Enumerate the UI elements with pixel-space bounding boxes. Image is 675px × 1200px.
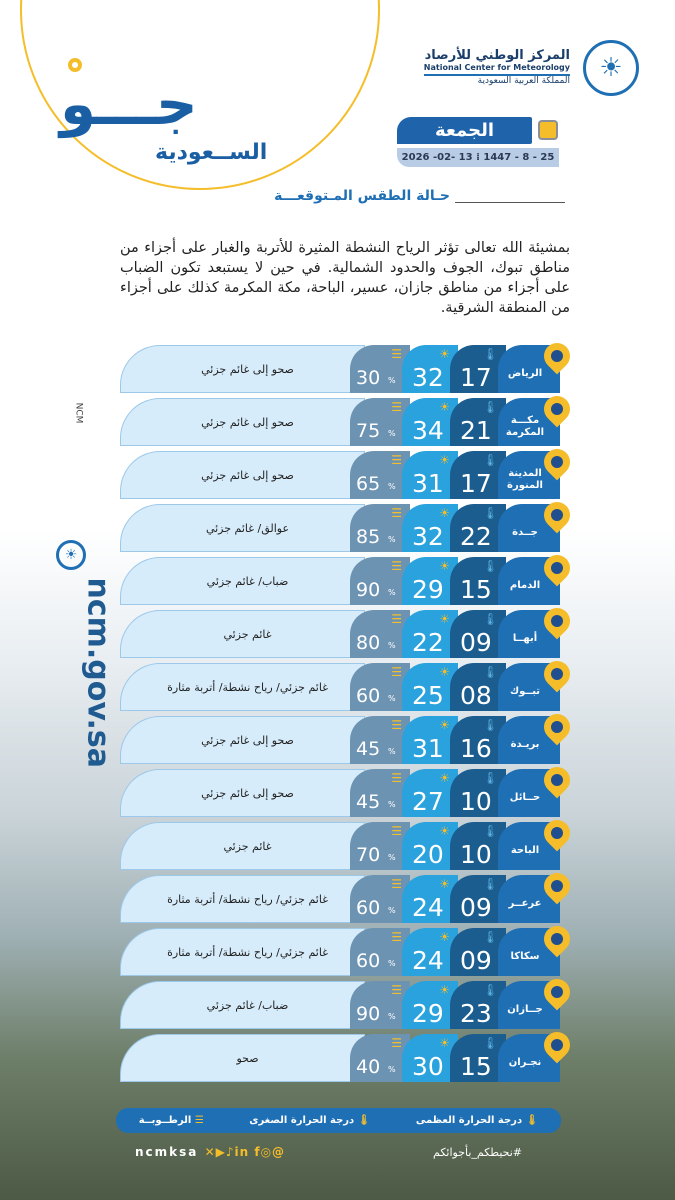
city-row <box>120 981 572 1029</box>
city-name: الدمام <box>498 557 560 605</box>
humidity-cell <box>350 875 410 923</box>
date-line: 2026 -02- 13 ⁞ 1447 - 8 - 25 <box>397 148 559 167</box>
percent-sign: % <box>388 429 396 438</box>
min-temp-value: 09 <box>460 946 492 975</box>
humidity-icon: ☰ <box>391 612 402 626</box>
percent-sign: % <box>388 1012 396 1021</box>
sun-thermometer-icon: ☀ <box>439 347 450 361</box>
thermometer-icon: 🌡 <box>482 877 498 891</box>
humidity-icon: ☰ <box>391 1036 402 1050</box>
max-temp-value: 24 <box>412 893 444 922</box>
city-name: أبهــا <box>498 610 560 658</box>
legend-max: 🌡 درجة الحرارة العظمى <box>415 1115 539 1126</box>
humidity-cell <box>350 610 410 658</box>
percent-sign: % <box>388 376 396 385</box>
humidity-value: 80 <box>356 632 381 654</box>
min-temp-value: 23 <box>460 999 492 1028</box>
thermometer-icon: 🌡 <box>482 718 498 732</box>
min-temp-value: 17 <box>460 363 492 392</box>
humidity-icon: ☰ <box>391 771 402 785</box>
city-row <box>120 557 572 605</box>
thermometer-icon: 🌡 <box>482 983 498 997</box>
city-name: حــائل <box>498 769 560 817</box>
min-temp-value: 17 <box>460 469 492 498</box>
humidity-icon: ☰ <box>391 506 402 520</box>
city-row <box>120 504 572 552</box>
section-title: حـالة الطقس المـتوقعـــة <box>274 188 450 204</box>
weather-description: صحو إلى غائم جزئي <box>120 345 365 393</box>
humidity-cell <box>350 663 410 711</box>
weather-description: غائم جزئي/ رياح نشطة/ أتربة مثارة <box>120 875 365 923</box>
min-temp-value: 08 <box>460 681 492 710</box>
title-divider <box>455 202 565 203</box>
thermometer-icon: 🌡 <box>482 506 498 520</box>
city-name: مكـــة المكرمة <box>498 398 560 446</box>
org-name-ar: المركز الوطني للأرصاد <box>424 48 570 63</box>
thermometer-icon: 🌡 <box>482 930 498 944</box>
weather-description: صحو إلى غائم جزئي <box>120 716 365 764</box>
min-temp-value: 16 <box>460 734 492 763</box>
humidity-value: 90 <box>356 1003 381 1025</box>
sun-thermometer-icon: ☀ <box>439 612 450 626</box>
weather-description: غائم جزئي <box>120 610 365 658</box>
city-name: الباحة <box>498 822 560 870</box>
sun-thermometer-icon: ☀ <box>439 983 450 997</box>
humidity-cell <box>350 769 410 817</box>
max-temp-value: 22 <box>412 628 444 657</box>
humidity-cell <box>350 345 410 393</box>
sun-thermometer-icon: ☀ <box>439 771 450 785</box>
weather-description: غائم جزئي/ رياح نشطة/ أتربة مثارة <box>120 663 365 711</box>
max-temp-value: 29 <box>412 999 444 1028</box>
day-label: الجمعة <box>397 117 532 144</box>
hijri-date: 1447 - 8 - 25 <box>483 152 555 163</box>
thermometer-icon: 🌡 <box>482 453 498 467</box>
ncm-header <box>424 48 570 86</box>
max-temp-value: 25 <box>412 681 444 710</box>
logo-jaw: جـــو <box>60 70 198 138</box>
city-row <box>120 663 572 711</box>
side-tag: NCM <box>73 402 84 424</box>
thermometer-icon: 🌡 <box>482 559 498 573</box>
weather-description: ضباب/ غائم جزئي <box>120 981 365 1029</box>
weather-description: صحو إلى غائم جزئي <box>120 769 365 817</box>
humidity-cell <box>350 981 410 1029</box>
city-row <box>120 716 572 764</box>
city-row <box>120 610 572 658</box>
social-handle[interactable]: ncmksa ✕▶♪in f◎@ <box>135 1145 286 1159</box>
weather-description: ضباب/ غائم جزئي <box>120 557 365 605</box>
humidity-cell <box>350 398 410 446</box>
humidity-cell <box>350 557 410 605</box>
humidity-value: 65 <box>356 473 381 495</box>
percent-sign: % <box>388 800 396 809</box>
city-row <box>120 451 572 499</box>
humidity-icon: ☰ <box>194 1115 204 1126</box>
min-temp-value: 09 <box>460 893 492 922</box>
max-temp-value: 30 <box>412 1052 444 1081</box>
sun-thermometer-icon: ☀ <box>439 506 450 520</box>
max-temp-value: 29 <box>412 575 444 604</box>
city-name: جــدة <box>498 504 560 552</box>
city-row <box>120 822 572 870</box>
sun-thermometer-icon: ☀ <box>439 453 450 467</box>
percent-sign: % <box>388 1065 396 1074</box>
city-name: عرعــر <box>498 875 560 923</box>
min-temp-value: 21 <box>460 416 492 445</box>
percent-sign: % <box>388 588 396 597</box>
city-row <box>120 345 572 393</box>
percent-sign: % <box>388 535 396 544</box>
humidity-icon: ☰ <box>391 453 402 467</box>
city-name: بريـدة <box>498 716 560 764</box>
city-row <box>120 769 572 817</box>
min-temp-value: 09 <box>460 628 492 657</box>
city-row <box>120 1034 572 1082</box>
weather-description: عوالق/ غائم جزئي <box>120 504 365 552</box>
humidity-icon: ☰ <box>391 930 402 944</box>
thermometer-icon: 🌡 <box>482 771 498 785</box>
thermometer-icon: 🌡 <box>482 612 498 626</box>
sun-thermometer-icon: ☀ <box>439 824 450 838</box>
humidity-value: 45 <box>356 791 381 813</box>
sun-thermometer-icon: ☀ <box>439 400 450 414</box>
sun-thermometer-icon: ☀ <box>439 877 450 891</box>
humidity-value: 75 <box>356 420 381 442</box>
min-temp-icon: 🌡 <box>357 1115 371 1126</box>
max-temp-value: 20 <box>412 840 444 869</box>
max-temp-icon: 🌡 <box>525 1115 539 1126</box>
sun-thermometer-icon: ☀ <box>439 930 450 944</box>
humidity-value: 60 <box>356 897 381 919</box>
humidity-value: 40 <box>356 1056 381 1078</box>
humidity-cell <box>350 822 410 870</box>
city-row <box>120 875 572 923</box>
thermometer-icon: 🌡 <box>482 665 498 679</box>
hashtag: #نحيطكم_بأجوائكم <box>433 1146 523 1159</box>
percent-sign: % <box>388 906 396 915</box>
city-name: سكاكا <box>498 928 560 976</box>
humidity-value: 30 <box>356 367 381 389</box>
city-name: تبــوك <box>498 663 560 711</box>
city-name: الرياض <box>498 345 560 393</box>
logo-saudi: الســعودية <box>155 140 268 165</box>
thermometer-icon: 🌡 <box>482 347 498 361</box>
humidity-icon: ☰ <box>391 877 402 891</box>
org-country: المملكة العربية السعودية <box>477 76 570 86</box>
legend-min: 🌡 درجة الحرارة الصغرى <box>249 1115 371 1126</box>
city-name: المدينة المنورة <box>498 451 560 499</box>
humidity-icon: ☰ <box>391 824 402 838</box>
weather-description: غائم جزئي <box>120 822 365 870</box>
website-url[interactable]: ncm.gov.sa <box>80 577 116 768</box>
humidity-icon: ☰ <box>391 718 402 732</box>
weather-description: غائم جزئي/ رياح نشطة/ أتربة مثارة <box>120 928 365 976</box>
forecast-intro: بمشيئة الله تعالى تؤثر الرياح النشطة المثيرة للأتربة والغبار على أجزاء من مناطق تبوك، الجوف والحدود الشمالية. في حين لا يستبعد تكون الضباب على أجزاء من مناطق جازان، عسير، الباحة، مكة المكرمة كذلك على أجزاء من المنطقة الشرقية. <box>120 240 570 316</box>
percent-sign: % <box>388 694 396 703</box>
min-temp-value: 22 <box>460 522 492 551</box>
min-temp-value: 10 <box>460 840 492 869</box>
thermometer-icon: 🌡 <box>482 1036 498 1050</box>
humidity-value: 60 <box>356 685 381 707</box>
humidity-icon: ☰ <box>391 400 402 414</box>
sun-thermometer-icon: ☀ <box>439 718 450 732</box>
humidity-cell <box>350 504 410 552</box>
sun-thermometer-icon: ☀ <box>439 665 450 679</box>
percent-sign: % <box>388 482 396 491</box>
min-temp-value: 15 <box>460 575 492 604</box>
humidity-icon: ☰ <box>391 983 402 997</box>
max-temp-value: 32 <box>412 363 444 392</box>
max-temp-value: 31 <box>412 469 444 498</box>
humidity-icon: ☰ <box>391 347 402 361</box>
ncm-emblem-icon: ☀ <box>583 40 639 96</box>
thermometer-icon: 🌡 <box>482 400 498 414</box>
humidity-icon: ☰ <box>391 665 402 679</box>
percent-sign: % <box>388 641 396 650</box>
humidity-value: 90 <box>356 579 381 601</box>
humidity-cell <box>350 928 410 976</box>
humidity-icon: ☰ <box>391 559 402 573</box>
max-temp-value: 32 <box>412 522 444 551</box>
percent-sign: % <box>388 853 396 862</box>
humidity-cell <box>350 1034 410 1082</box>
max-temp-value: 31 <box>412 734 444 763</box>
gregorian-date: 2026 -02- 13 <box>401 152 473 163</box>
ncm-side-emblem-icon: ☀ <box>56 540 86 570</box>
city-name: نجـران <box>498 1034 560 1082</box>
calendar-icon <box>538 120 558 140</box>
city-row <box>120 398 572 446</box>
max-temp-value: 24 <box>412 946 444 975</box>
city-name: جــازان <box>498 981 560 1029</box>
city-row <box>120 928 572 976</box>
social-icons: ✕▶♪in f◎@ <box>204 1145 286 1159</box>
sun-thermometer-icon: ☀ <box>439 1036 450 1050</box>
max-temp-value: 34 <box>412 416 444 445</box>
weather-description: صحو <box>120 1034 365 1082</box>
humidity-cell <box>350 716 410 764</box>
humidity-cell <box>350 451 410 499</box>
max-temp-value: 27 <box>412 787 444 816</box>
humidity-value: 85 <box>356 526 381 548</box>
humidity-value: 70 <box>356 844 381 866</box>
min-temp-value: 10 <box>460 787 492 816</box>
weather-description: صحو إلى غائم جزئي <box>120 451 365 499</box>
min-temp-value: 15 <box>460 1052 492 1081</box>
legend-bar <box>116 1108 561 1133</box>
org-name-en: National Center for Meteorology <box>424 63 570 76</box>
humidity-value: 60 <box>356 950 381 972</box>
sun-thermometer-icon: ☀ <box>439 559 450 573</box>
percent-sign: % <box>388 959 396 968</box>
legend-humidity: ☰ الرطــوبــة <box>138 1115 204 1126</box>
weather-description: صحو إلى غائم جزئي <box>120 398 365 446</box>
percent-sign: % <box>388 747 396 756</box>
humidity-value: 45 <box>356 738 381 760</box>
thermometer-icon: 🌡 <box>482 824 498 838</box>
